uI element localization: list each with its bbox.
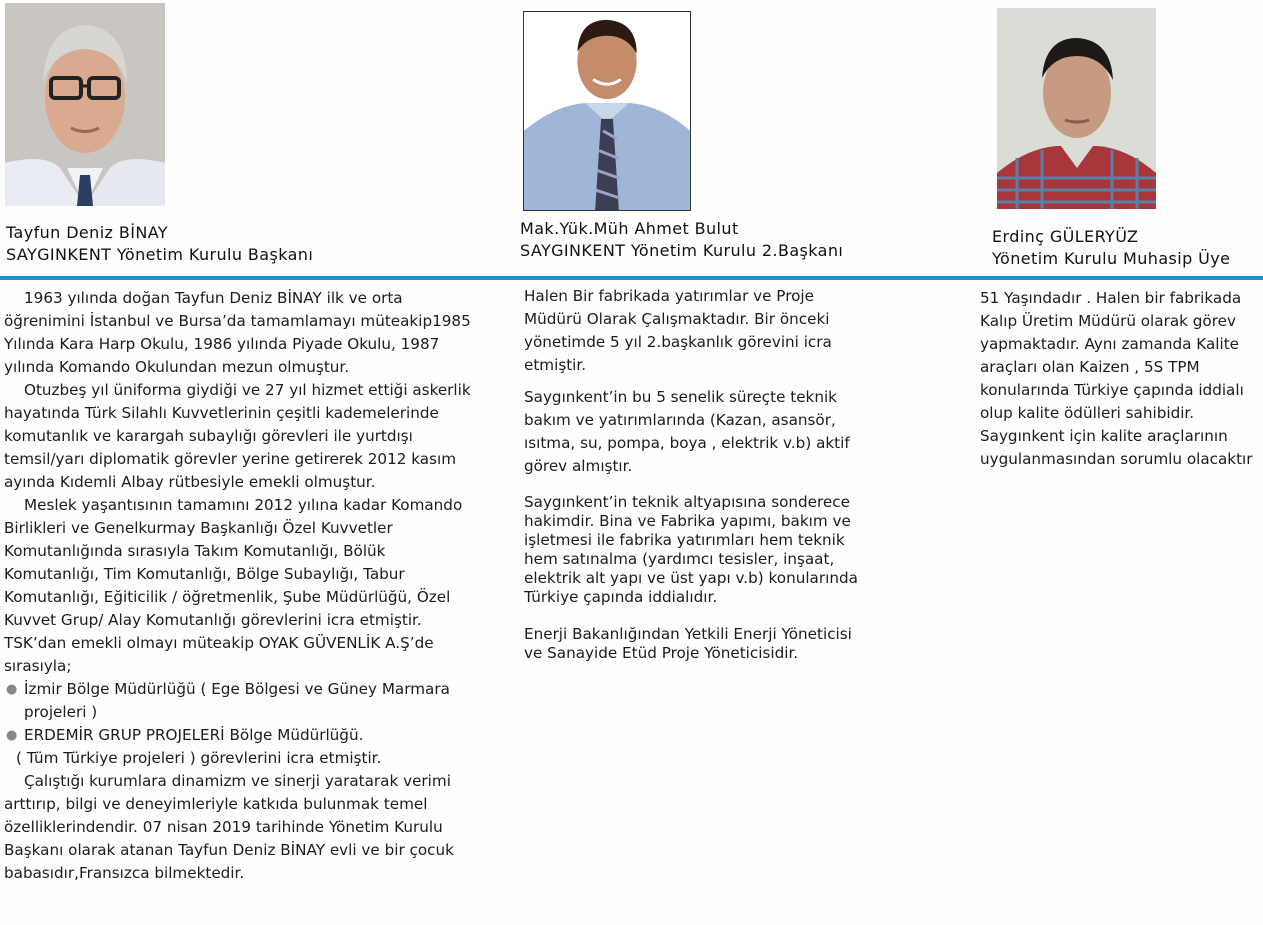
- bio-list-item: [4, 724, 474, 747]
- bio-list-item: [4, 678, 474, 724]
- bio-column-binay: [4, 287, 474, 885]
- bullet-icon: ●: [6, 682, 18, 697]
- bio-paragraph: Otuzbeş yıl üniforma giydiği ve 27 yıl hizmet ettiği askerlik hayatında Türk Silahlı Kuvvetlerinin çeşitli kademelerinde komutanlık ve karargah subaylığı görevleri ile yurtdışı temsil/yarı diplomatik görevler yerine getirerek 2012 kasım ayında Kıdemli Albay rütbesiyle emekli olmuştur.: [4, 381, 471, 491]
- member-photo-binay: [5, 3, 165, 206]
- member-header-bulut: [520, 218, 843, 262]
- bio-paragraph: Saygınkent’in teknik altyapısına sonderece hakimdir. Bina ve Fabrika yapımı, bakım ve işletmesi ile fabrika yatırımları hem teknik hem satınalma (yardımcı tesisler, inşaat, elektrik alt yapı ve üst yapı v.b) konularında Türkiye çapında iddialıdır.: [524, 493, 858, 606]
- member-title: SAYGINKENT Yönetim Kurulu Başkanı: [6, 245, 314, 264]
- bio-paragraph: Enerji Bakanlığından Yetkili Enerji Yöneticisi ve Sanayide Etüd Proje Yöneticisidir.: [524, 625, 852, 662]
- bio-column-bulut: [524, 285, 869, 663]
- bio-list-text: ERDEMİR GRUP PROJELERİ Bölge Müdürlüğü.: [24, 726, 364, 744]
- member-title: Yönetim Kurulu Muhasip Üye: [992, 249, 1231, 268]
- member-header-binay: [6, 222, 313, 266]
- bio-paragraph: 1963 yılında doğan Tayfun Deniz BİNAY ilk ve orta öğrenimini İstanbul ve Bursa’da tamamlamayı müteakip1985 Yılında Kara Harp Okulu, 1986 yılında Piyade Okulu, 1987 yılında Komando Okulundan mezun olmuştur.: [4, 289, 471, 376]
- bio-paragraph: Saygınkent’in bu 5 senelik süreçte teknik bakım ve yatırımlarında (Kazan, asansör, ısıtma, su, pompa, boya , elektrik v.b) aktif görev almıştır.: [524, 388, 850, 475]
- member-name: Mak.Yük.Müh Ahmet Bulut: [520, 219, 739, 238]
- member-photo-bulut: [523, 11, 691, 211]
- bio-list-note: ( Tüm Türkiye projeleri ) görevlerini icra etmiştir.: [16, 749, 382, 767]
- section-divider: [0, 276, 1263, 280]
- bio-list-text: İzmir Bölge Müdürlüğü ( Ege Bölgesi ve Güney Marmara projeleri ): [24, 680, 450, 721]
- bullet-icon: ●: [6, 728, 18, 743]
- member-title: SAYGINKENT Yönetim Kurulu 2.Başkanı: [520, 241, 844, 260]
- bio-paragraph: Meslek yaşantısının tamamını 2012 yılına kadar Komando Birlikleri ve Genelkurmay Başkanlığı Özel Kuvvetler Komutanlığında sırasıyla Takım Komutanlığı, Bölük Komutanlığı, Tim Komutanlığı, Bölge Subaylığı, Tabur Komutanlığı, Eğiticilik / öğretmenlik, Şube Müdürlüğü, Özel Kuvvet Grup/ Alay Komutanlığı görevlerini icra etmiştir. TSK’dan emekli olmayı müteakip OYAK GÜVENLİK A.Ş’de sırasıyla;: [4, 496, 463, 675]
- member-name: Erdinç GÜLERYÜZ: [992, 227, 1139, 246]
- member-photo-guleryuz: [997, 8, 1156, 209]
- bio-column-guleryuz: [980, 287, 1260, 471]
- bio-paragraph: Halen Bir fabrikada yatırımlar ve Proje Müdürü Olarak Çalışmaktadır. Bir önceki yönetimde 5 yıl 2.başkanlık görevini icra etmiştir.: [524, 287, 832, 374]
- member-name: Tayfun Deniz BİNAY: [6, 223, 168, 242]
- bio-paragraph: Çalıştığı kurumlara dinamizm ve sinerji yaratarak verimi arttırıp, bilgi ve deneyimleriyle katkıda bulunmak temel özelliklerindendir. 07 nisan 2019 tarihinde Yönetim Kurulu Başkanı olarak atanan Tayfun Deniz BİNAY evli ve bir çocuk babasıdır,Fransızca bilmektedir.: [4, 772, 454, 882]
- member-header-guleryuz: [992, 226, 1230, 270]
- bio-paragraph: 51 Yaşındadır . Halen bir fabrikada Kalıp Üretim Müdürü olarak görev yapmaktadır. Aynı zamanda Kalite araçları olan Kaizen , 5S TPM konularında Türkiye çapında iddialı olup kalite ödülleri sahibidir. Saygınkent için kalite araçlarının uygulanmasından sorumlu olacaktır: [980, 289, 1253, 468]
